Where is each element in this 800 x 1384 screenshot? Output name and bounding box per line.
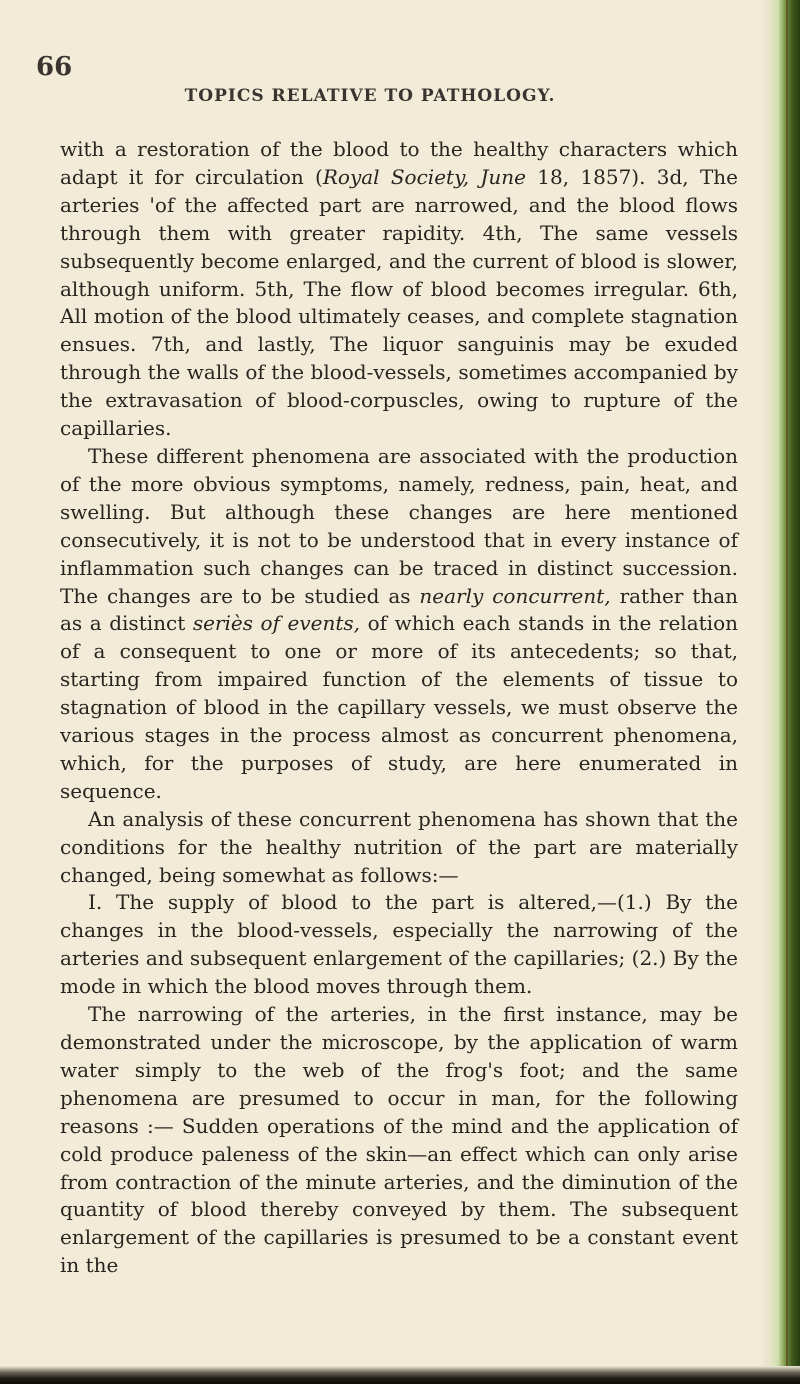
italic-text: nearly concurrent, bbox=[419, 583, 611, 608]
paragraph bbox=[60, 443, 738, 806]
paragraph bbox=[60, 889, 738, 1001]
text-segment: of which each stands in the relation of a consequent to one or more of its antecedents; so that, starting from impaired function of the elements of tissue to stagnation of blood in the capillary vessels, we must observe the various stages in the process almost as concurrent phenomena, which, for the purposes of study, are here enumerated in sequence. bbox=[60, 611, 739, 803]
italic-text: Royal Society, June bbox=[322, 164, 526, 189]
page-bottom-edge bbox=[0, 1366, 800, 1384]
italic-text: seriès of events, bbox=[192, 611, 361, 636]
running-head: TOPICS RELATIVE TO PATHOLOGY. bbox=[184, 86, 556, 106]
paragraph bbox=[60, 806, 738, 890]
spine-shadow-line bbox=[786, 0, 788, 1384]
text-segment: I. The supply of blood to the part is altered,—(1.) By the changes in the blood-vessels, especially the narrowing of the arteries and subsequent enlargement of the capillaries; (2.) By the mode in which the blood moves through them. bbox=[60, 890, 738, 999]
text-segment: with a restoration of the blood to the healthy characters which adapt it for circulation ( bbox=[60, 137, 738, 189]
page-number: 66 bbox=[36, 52, 73, 82]
paragraph bbox=[60, 136, 738, 443]
text-segment: These different phenomena are associated with the production of the more obvious symptoms, namely, redness, pain, heat, and swelling. But although these changes are here mentioned consecutively, it is not to be understood that in every instance of inflammation such changes can be traced in distinct succession. The changes are to be studied as bbox=[60, 443, 738, 608]
text-segment: An analysis of these concurrent phenomena has shown that the conditions for the healthy nutrition of the part are materially changed, being somewhat as follows:— bbox=[60, 806, 738, 887]
paragraph bbox=[60, 1001, 738, 1280]
text-segment: 18, 1857). 3d, The arteries 'of the affected part are narrowed, and the blood flows through them with greater rapidity. 4th, The same vessels subsequently become enlarged, and the current of blood is slower, although uniform. 5th, The flow of blood becomes irregular. 6th, All motion of the blood ultimately ceases, and complete stagnation ensues. 7th, and lastly, The liquor sanguinis may be exuded through the walls of the blood-vessels, sometimes accompanied by the extravasation of blood-corpuscles, owing to rupture of the capillaries. bbox=[60, 164, 738, 441]
text-segment: rather than as a distinct bbox=[60, 583, 738, 636]
body-text bbox=[60, 136, 738, 1280]
book-spine-edge bbox=[760, 0, 800, 1384]
text-segment: The narrowing of the arteries, in the first instance, may be demonstrated under the microscope, by the application of warm water simply to the web of the frog's foot; and the same phenomena are presumed to occur in man, for the following reasons :— Sudden operations of the mind and the application of cold produce paleness of the skin—an effect which can only arise from contraction of the minute arteries, and the diminution of the quantity of blood thereby conveyed by them. The subsequent enlargement of the capillaries is presumed to be a constant event in the bbox=[60, 1002, 738, 1278]
